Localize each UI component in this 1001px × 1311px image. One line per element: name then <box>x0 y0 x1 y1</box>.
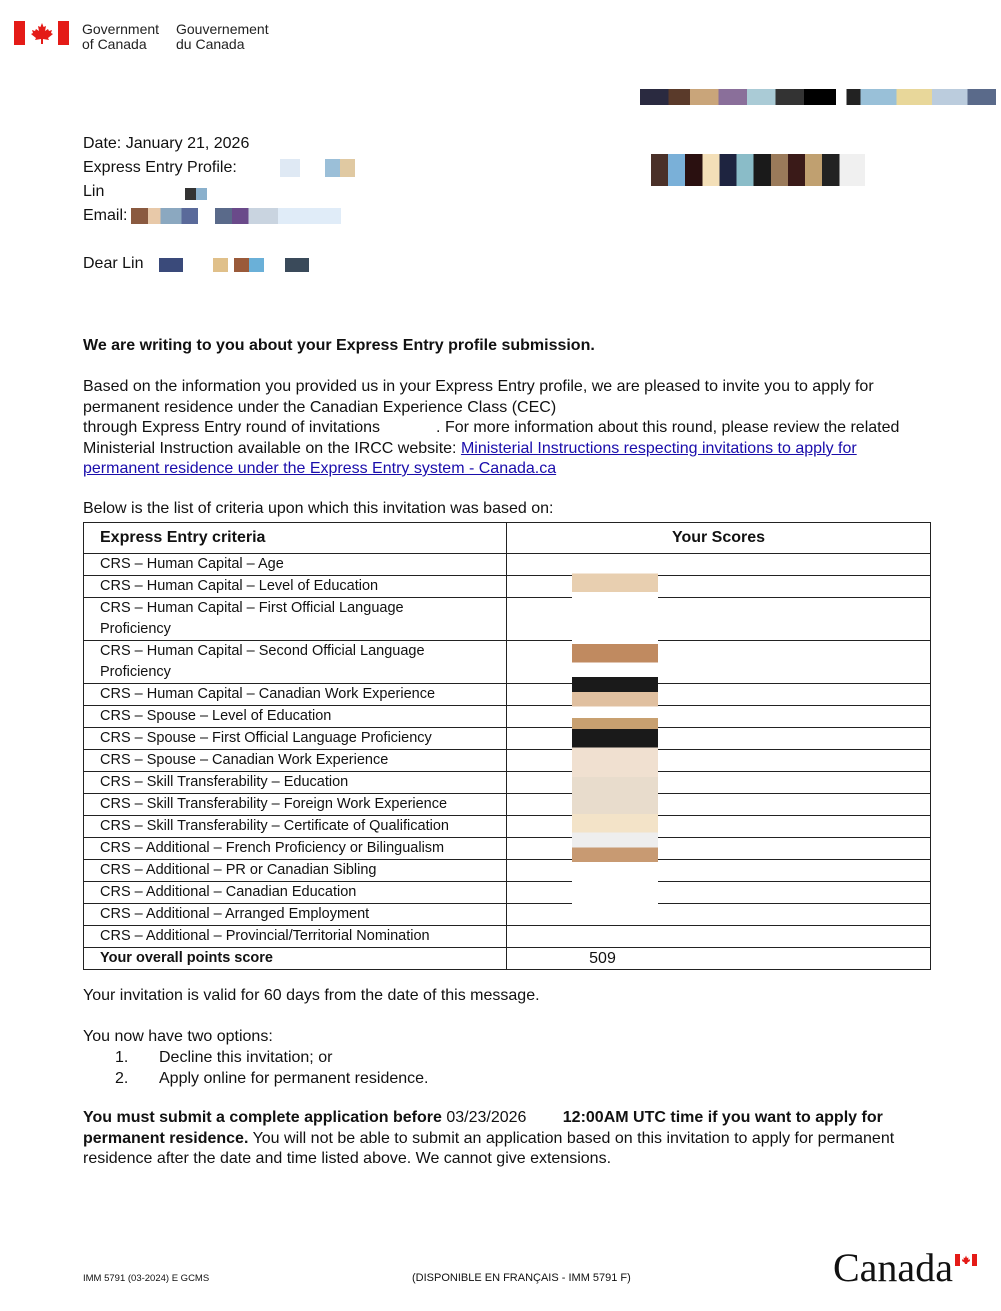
table-row <box>84 554 931 576</box>
criteria-cell <box>84 641 507 684</box>
criteria-cell <box>84 838 507 860</box>
criteria-cell <box>84 794 507 816</box>
criteria-cell <box>84 750 507 772</box>
deadline-time: 12:00AM UTC time if you want to apply for <box>562 1109 883 1126</box>
criteria-cell <box>84 926 507 948</box>
criteria-column-header: Express Entry criteria <box>84 523 507 554</box>
validity-text: Your invitation is valid for 60 days from the date of this message. <box>83 987 540 1004</box>
date-line <box>83 132 583 156</box>
criteria-label: CRS – Human Capital – Second Official Language <box>100 643 425 659</box>
score-cell <box>507 838 931 860</box>
criteria-cell <box>84 772 507 794</box>
table-row <box>84 750 931 772</box>
criteria-label: CRS – Additional – Provincial/Territorial Nomination <box>100 928 430 944</box>
wordmark-flag-icon <box>955 1254 977 1266</box>
redaction-block <box>640 89 996 105</box>
total-value: 509 <box>589 950 616 967</box>
score-cell <box>507 882 931 904</box>
criteria-label: CRS – Additional – Canadian Education <box>100 884 357 900</box>
score-cell <box>507 750 931 772</box>
subject-line: We are writing to you about your Express Entry profile submission. <box>83 337 595 354</box>
option-item <box>115 1069 429 1090</box>
criteria-label: CRS – Spouse – First Official Language Proficiency <box>100 730 432 746</box>
date-value: January 21, 2026 <box>125 135 250 152</box>
paragraph-line <box>83 1108 953 1129</box>
table-row <box>84 882 931 904</box>
criteria-cell <box>84 576 507 598</box>
option-number: 1. <box>115 1049 129 1066</box>
option-list <box>115 1048 429 1089</box>
salutation-line <box>83 252 583 276</box>
gov-signature <box>14 21 274 55</box>
score-cell <box>507 794 931 816</box>
table-row <box>84 838 931 860</box>
recipient-info <box>83 132 583 276</box>
table-row <box>84 904 931 926</box>
name-line <box>83 180 583 204</box>
scores-redaction <box>572 555 658 925</box>
salutation: Dear Lin <box>83 255 144 272</box>
table-row <box>84 926 931 948</box>
score-cell <box>507 554 931 576</box>
criteria-intro: Below is the list of criteria upon which this invitation was based on: <box>83 500 554 517</box>
criteria-label: CRS – Skill Transferability – Certificate of Qualification <box>100 818 449 834</box>
table-row <box>84 706 931 728</box>
ministerial-instructions-link[interactable]: Ministerial Instructions respecting invitations to apply for <box>460 439 857 457</box>
canada-wordmark <box>833 1245 983 1292</box>
round-text: through Express Entry round of invitations <box>83 419 381 436</box>
table-row <box>84 794 931 816</box>
criteria-cell <box>84 860 507 882</box>
scores-column-header: Your Scores <box>507 523 931 554</box>
criteria-rows <box>84 554 931 948</box>
profile-label: Express Entry Profile: <box>83 159 237 176</box>
gov-name-french: Gouvernement du Canada <box>176 21 269 52</box>
criteria-label: CRS – Spouse – Canadian Work Experience <box>100 752 389 768</box>
recipient-name: Lin <box>83 183 105 200</box>
score-cell <box>507 641 931 684</box>
score-cell <box>507 904 931 926</box>
score-cell <box>507 598 931 641</box>
criteria-label: CRS – Human Capital – Age <box>100 556 284 572</box>
profile-line <box>83 156 583 180</box>
paragraph-line <box>83 439 953 460</box>
deadline-bold-continued: permanent residence. <box>83 1129 249 1147</box>
email-line <box>83 204 583 228</box>
paragraph-line <box>83 459 953 480</box>
maple-leaf-icon <box>28 21 56 45</box>
email-label: Email: <box>83 207 128 224</box>
criteria-label: CRS – Additional – French Proficiency or Bilingualism <box>100 840 445 856</box>
paragraph-line: Based on the information you provided us in your Express Entry profile, we are pleased to invite you to apply for <box>83 378 874 395</box>
criteria-label: CRS – Spouse – Level of Education <box>100 708 332 724</box>
criteria-cell <box>84 684 507 706</box>
gov-name-english: Government of Canada <box>82 21 160 52</box>
table-row <box>84 598 931 641</box>
spacer <box>83 228 583 252</box>
table-row <box>84 860 931 882</box>
criteria-table <box>83 522 931 970</box>
criteria-label-continued: Proficiency <box>100 664 171 680</box>
criteria-label: CRS – Human Capital – Canadian Work Experience <box>100 686 436 702</box>
option-item <box>115 1048 429 1069</box>
redaction-block <box>185 188 207 200</box>
option-text: Decline this invitation; or <box>159 1049 333 1066</box>
paragraph-line <box>83 1129 953 1150</box>
score-cell <box>507 772 931 794</box>
invitation-paragraph <box>83 377 953 480</box>
table-header-row <box>84 523 931 554</box>
wordmark-text: Canada <box>833 1245 953 1290</box>
form-code: IMM 5791 (03-2024) E GCMS <box>83 1273 210 1284</box>
ministerial-text: Ministerial Instruction available on the IRCC website: <box>83 439 457 457</box>
table-row <box>84 576 931 598</box>
paragraph-line: residence after the date and time listed above. We cannot give extensions. <box>83 1150 612 1167</box>
table-row <box>84 772 931 794</box>
flag-bar-left <box>14 21 25 45</box>
criteria-label: CRS – Skill Transferability – Education <box>100 774 349 790</box>
score-cell <box>507 684 931 706</box>
criteria-cell <box>84 816 507 838</box>
score-cell <box>507 860 931 882</box>
score-cell <box>507 816 931 838</box>
table-row <box>84 641 931 684</box>
french-availability-note: (DISPONIBLE EN FRANÇAIS - IMM 5791 F) <box>412 1272 631 1284</box>
date-label: Date: <box>83 135 122 152</box>
redaction-block <box>255 159 355 177</box>
score-cell <box>507 728 931 750</box>
table-row <box>84 816 931 838</box>
options-intro: You now have two options: <box>83 1028 273 1045</box>
option-text: Apply online for permanent residence. <box>159 1069 429 1087</box>
option-number: 2. <box>115 1069 129 1087</box>
criteria-label-continued: Proficiency <box>100 621 171 637</box>
score-cell <box>507 706 931 728</box>
flag-bar-right <box>58 21 69 45</box>
total-value-cell <box>507 948 931 970</box>
criteria-label: CRS – Skill Transferability – Foreign Work Experience <box>100 796 448 812</box>
criteria-cell <box>84 598 507 641</box>
criteria-cell <box>84 554 507 576</box>
deadline-bold: You must submit a complete application before <box>83 1109 442 1126</box>
criteria-label: CRS – Human Capital – Level of Education <box>100 578 379 594</box>
deadline-paragraph <box>83 1108 953 1170</box>
total-label: Your overall points score <box>84 948 507 970</box>
redaction-block <box>131 208 341 224</box>
criteria-label: CRS – Additional – Arranged Employment <box>100 906 370 922</box>
redaction-block <box>651 154 865 186</box>
round-text-continued: . For more information about this round, please review the related <box>436 419 900 436</box>
criteria-cell <box>84 904 507 926</box>
ministerial-instructions-link-continued[interactable]: permanent residence under the Express Entry system - Canada.ca <box>83 460 557 477</box>
paragraph-line <box>83 418 953 439</box>
score-cell <box>507 926 931 948</box>
total-row <box>84 948 931 970</box>
deadline-rest: You will not be able to submit an application based on this invitation to apply for permanent <box>252 1129 895 1147</box>
table-row <box>84 728 931 750</box>
score-cell <box>507 576 931 598</box>
paragraph-line: permanent residence under the Canadian Experience Class (CEC) <box>83 398 557 416</box>
criteria-label: CRS – Human Capital – First Official Language <box>100 600 404 616</box>
criteria-cell <box>84 728 507 750</box>
criteria-label: CRS – Additional – PR or Canadian Sibling <box>100 862 377 878</box>
deadline-date: 03/23/2026 <box>446 1109 527 1126</box>
criteria-cell <box>84 882 507 904</box>
redaction-block <box>159 258 309 272</box>
table-row <box>84 684 931 706</box>
criteria-cell <box>84 706 507 728</box>
